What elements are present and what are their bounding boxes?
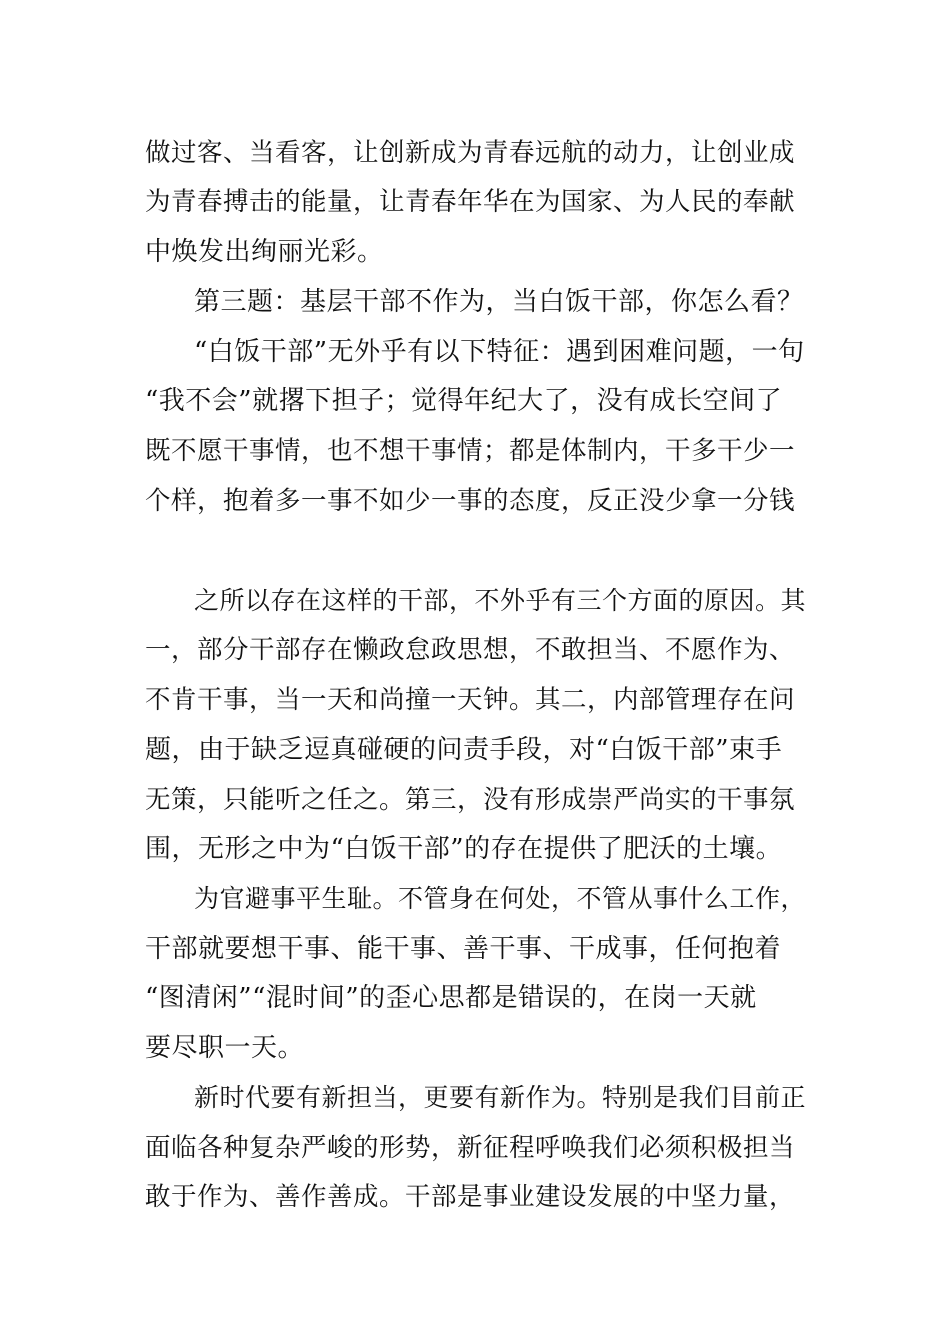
- text-line: 为青春搏击的能量，让青春年华在为国家、为人民的奉献: [145, 187, 796, 217]
- text-line: 个样，抱着多一事不如少一事的态度，反正没少拿一分钱: [145, 486, 796, 516]
- text-line: 敢于作为、善作善成。干部是事业建设发展的中坚力量，: [145, 1182, 796, 1212]
- text-line: 干部就要想干事、能干事、善干事、干成事，任何抱着: [145, 934, 782, 964]
- question-heading: 第三题：基层干部不作为，当白饭干部，你怎么看？: [194, 287, 804, 317]
- text-line: 新时代要有新担当，更要有新作为。特别是我们目前正: [194, 1083, 807, 1112]
- text-line: 围，无形之中为“白饭干部”的存在提供了肥沃的土壤。: [145, 834, 783, 864]
- text-line: 面临各种复杂严峻的形势，新征程呼唤我们必须积极担当: [145, 1133, 796, 1163]
- text-line: 之所以存在这样的干部，不外乎有三个方面的原因。其: [194, 586, 807, 615]
- text-line: 既不愿干事情，也不想干事情；都是体制内，干多干少一: [145, 436, 796, 466]
- text-line: 不肯干事，当一天和尚撞一天钟。其二，内部管理存在问: [145, 685, 796, 715]
- text-line: 中焕发出绚丽光彩。: [145, 237, 384, 267]
- text-line: 做过客、当看客，让创新成为青春远航的动力，让创业成: [145, 138, 796, 168]
- text-line: 一，部分干部存在懒政怠政思想，不敢担当、不愿作为、: [145, 635, 796, 665]
- text-line: 无策，只能听之任之。第三，没有形成崇严尚实的干事氛: [145, 785, 796, 815]
- text-line: 要尽职一天。: [145, 1033, 305, 1063]
- text-line: “我不会”就撂下担子；觉得年纪大了，没有成长空间了: [145, 386, 783, 416]
- text-line: “白饭干部”无外乎有以下特征：遇到困难问题，一句: [194, 337, 805, 367]
- text-line: 为官避事平生耻。不管身在何处，不管从事什么工作，: [194, 884, 807, 913]
- text-line: “图清闲”“混时间”的歪心思都是错误的，在岗一天就: [145, 983, 757, 1013]
- text-line: 题，由于缺乏逗真碰硬的问责手段，对“白饭干部”束手: [145, 735, 783, 765]
